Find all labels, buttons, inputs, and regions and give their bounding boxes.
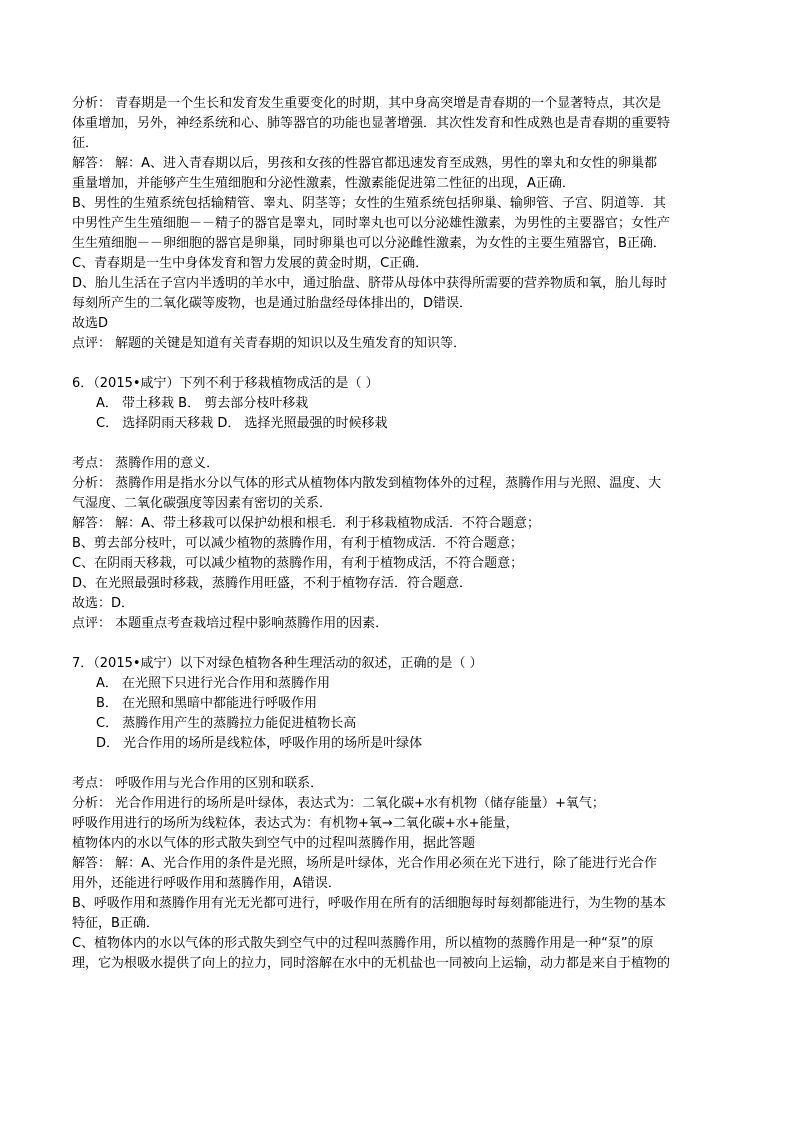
spacer [72,634,724,654]
text-line: 体重增加，另外，神经系统和心、肺等器官的功能也显著增强．其次性发育和性成熟也是青春期的重要特 [72,116,671,131]
text-line: 重量增加，并能够产生生殖细胞和分泌性激素，性激素能促进第二性征的出现，A正确． [72,176,575,191]
text-line: C、植物体内的水以气体的形式散失到空气中的过程叫蒸腾作用，所以植物的蒸腾作用是一种“泵”的原 [72,936,654,951]
question-stem: 7．（2015•咸宁）以下对绿色植物各种生理活动的叙述，正确的是（ ） [72,656,483,671]
text-line: 解答： 解：A、进入青春期以后，男孩和女孩的性器官都迅速发育至成熟，男性的睾丸和女性的卵巢都 [72,156,658,171]
text-line: 理，它为根吸水提供了向上的拉力，同时溶解在水中的无机盐也一同被向上运输，动力都是来自于植物的 [72,956,671,971]
text-line: 呼吸作用进行的场所为线粒体，表达式为：有机物+氧→二氧化碳+水+能量， [72,816,519,831]
text-line: 生生殖细胞－－卵细胞的器官是卵巢，同时卵巢也可以分泌雌性激素，为女性的主要生殖器官，B正确． [72,236,666,251]
question-stem: 6．（2015•咸宁）下列不利于移栽植物成活的是（ ） [72,376,379,391]
text-line: C、青春期是一生中身体发育和智力发展的黄金时期，C正确． [72,256,429,271]
document-page [72,94,724,974]
spacer [72,354,724,374]
text-line: C、在阴雨天移栽，可以减少植物的蒸腾作用，有利于植物成活，不符合题意； [72,556,524,571]
text-line: D、在光照最强时移栽，蒸腾作用旺盛，不利于植物存活．符合题意． [72,576,473,591]
text-line: B、剪去部分枝叶，可以减少植物的蒸腾作用，有利于植物成活．不符合题意； [72,536,523,551]
option-line: C． 选择阴雨天移栽 D． 选择光照最强的时候移栽 [96,416,388,431]
text-line: 考点： 呼吸作用与光合作用的区别和联系． [72,776,324,791]
text-line: 点评： 解题的关键是知道有关青春期的知识以及生殖发育的知识等． [72,336,467,351]
option-line: A． 带土移栽 B． 剪去部分枝叶移栽 [96,396,309,411]
spacer [72,434,724,454]
text-line: D、胎儿生活在子宫内半透明的羊水中，通过胎盘、脐带从母体中获得所需要的营养物质和氧，胎儿每时 [72,276,668,291]
option-line: B． 在光照和黑暗中都能进行呼吸作用 [96,696,318,711]
answer-block-1 [72,94,724,354]
text-line: B、男性的生殖系统包括输精管、睾丸、阴茎等；女性的生殖系统包括卵巢、输卵管、子宫、阴道等．其 [72,196,666,211]
spacer [72,754,724,774]
question-7 [72,654,724,974]
text-line: 解答： 解：A、光合作用的条件是光照，场所是叶绿体，光合作用必须在光下进行，除了能进行光合作 [72,856,658,871]
text-line: 中男性产生生殖细胞－－精子的器官是睾丸，同时睾丸也可以分泌雄性激素，为男性的主要器官；女性产 [72,216,671,231]
option-line: C． 蒸腾作用产生的蒸腾拉力能促进植物长高 [96,716,357,731]
text-line: 分析： 青春期是一个生长和发育发生重要变化的时期，其中身高突增是青春期的一个显著特点，其次是 [72,96,662,111]
text-line: 每刻所产生的二氧化碳等废物，也是通过胎盘经母体排出的，D错误． [72,296,473,311]
option-line: D． 光合作用的场所是线粒体，呼吸作用的场所是叶绿体 [96,736,423,751]
text-line: 解答： 解：A、带土移栽可以保护幼根和根毛．利于移栽植物成活．不符合题意； [72,516,541,531]
text-line: 植物体内的水以气体的形式散失到空气中的过程叫蒸腾作用，据此答题 [72,836,476,851]
question-6 [72,374,724,634]
text-line: 故选：D． [72,596,135,611]
text-line: 分析： 蒸腾作用是指水分以气体的形式从植物体内散发到植物体外的过程，蒸腾作用与光照、温度、大 [72,476,662,491]
text-line: 点评： 本题重点考查栽培过程中影响蒸腾作用的因素． [72,616,389,631]
text-line: 分析： 光合作用进行的场所是叶绿体，表达式为：二氧化碳+水有机物（储存能量）+氧气； [72,796,605,811]
text-line: 征． [72,136,99,151]
text-line: 考点： 蒸腾作用的意义． [72,456,220,471]
text-line: 用外，还能进行呼吸作用和蒸腾作用，A错误． [72,876,341,891]
text-line: B、呼吸作用和蒸腾作用有光无光都可进行，呼吸作用在所有的活细胞每时每刻都能进行，为生物的基本 [72,896,666,911]
text-line: 故选D [72,316,109,331]
text-line: 气湿度、二氧化碳强度等因素有密切的关系． [72,496,333,511]
option-line: A． 在光照下只进行光合作用和蒸腾作用 [96,676,331,691]
text-line: 特征，B正确． [72,916,159,931]
